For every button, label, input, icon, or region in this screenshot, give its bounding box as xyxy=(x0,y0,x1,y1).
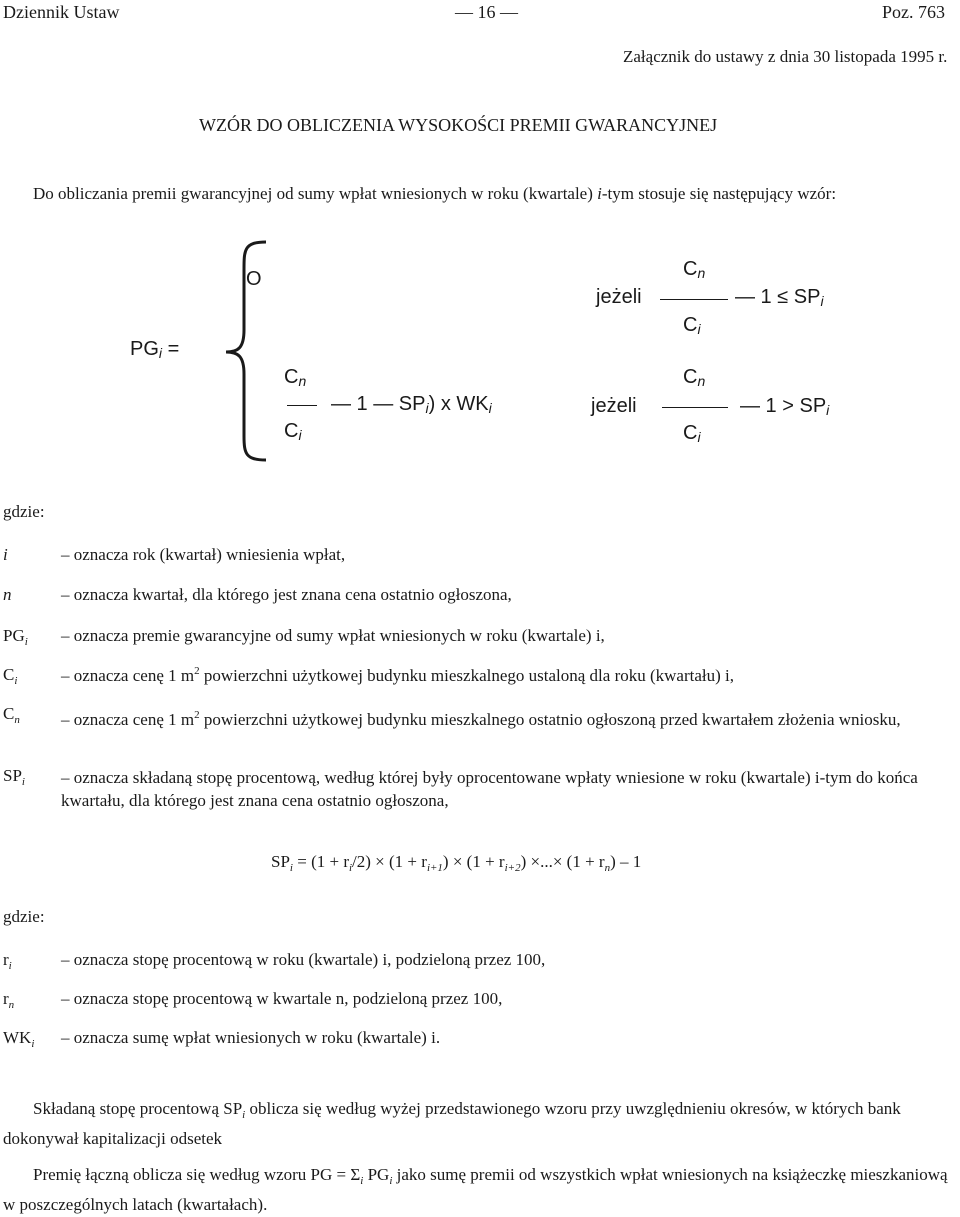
paragraph-compound-rate: Składaną stopę procentową $SP_i$ oblicza się według wyżej przedstawionego wzoru przy uwzględnieniu okresów, w których bank dokonywał kapitalizacji odsetek xyxy=(3,1099,901,1148)
journal-name: Dziennik Ustaw xyxy=(3,2,120,22)
def-symbol: i xyxy=(3,545,8,564)
def-symbol: $PG_i$ xyxy=(3,626,28,648)
def2-symbol: $r_n$ xyxy=(3,989,15,1011)
def2-symbol: $r_i$ xyxy=(3,950,12,972)
page-number: — 16 — xyxy=(455,2,518,22)
paragraph-total-premium: Premię łączną oblicza się według wzoru PG = $\Sigma_i$ $PG_i$ jako sumę premii od wszystkich wpłat wniesionych na książeczkę mieszkaniową w poszczególnych latach (kwartałach). xyxy=(3,1165,948,1214)
zero-value: O xyxy=(246,268,262,290)
lower-branch-expression: — 1 — SPi) x WKi xyxy=(331,393,492,416)
where-label-2: gdzie: xyxy=(3,907,45,926)
position-number: Poz. 763 xyxy=(882,2,945,22)
def-symbol: $C_i$ xyxy=(3,665,18,687)
ci-denominator: Ci xyxy=(284,420,302,443)
cn-numerator: Cn xyxy=(284,366,307,389)
cond2-rhs: — 1 > SPi xyxy=(740,395,830,418)
def-text: – oznacza kwartał, dla którego jest znana cena ostatnio ogłoszona, xyxy=(61,585,512,604)
sp-formula: $SP_i = (1 + r_i/2) \times (1 + r_{i+1}) \times (1 + r_{i+2})$ ×...× $(1 + r_n) - 1$ xyxy=(271,852,642,874)
def-symbol: $SP_i$ xyxy=(3,766,25,788)
def-symbol: $C_n$ xyxy=(3,704,20,726)
def-symbol: n xyxy=(3,585,12,604)
annex-note: Załącznik do ustawy z dnia 30 listopada 1995 r. xyxy=(623,47,948,66)
cond1-word: jeżeli xyxy=(596,286,642,308)
def-text: – oznacza cenę 1 $m^2$ powierzchni użytkowej budynku mieszkalnego ustaloną dla roku (kwartału) i, xyxy=(61,665,734,685)
intro-text: Do obliczania premii gwarancyjnej od sumy wpłat wniesionych w roku (kwartale) i-tym stosuje się następujący wzór: xyxy=(33,184,837,203)
cond1-rhs: — 1 ≤ SPi xyxy=(735,286,824,309)
cond2-cn: Cn xyxy=(683,366,706,389)
def-text: – oznacza premie gwarancyjne od sumy wpłat wniesionych w roku (kwartale) i, xyxy=(61,626,605,645)
def2-text: – oznacza stopę procentową w kwartale n, podzieloną przez 100, xyxy=(61,989,503,1008)
formula-lhs: PGi = xyxy=(130,338,180,361)
where-label: gdzie: xyxy=(3,502,45,521)
cond1-ci: Ci xyxy=(683,314,701,337)
page-title: WZÓR DO OBLICZENIA WYSOKOŚCI PREMII GWARANCYJNEJ xyxy=(199,115,718,135)
def-text: – oznacza składaną stopę procentową, według której były oprocentowane wpłaty wniesione w roku (kwartale) i-tym do końca kwartału, dla którego jest znana cena ostatnio ogłoszona, xyxy=(61,768,918,810)
cond1-cn: Cn xyxy=(683,258,706,281)
def2-text: – oznacza stopę procentową w roku (kwartale) i, podzieloną przez 100, xyxy=(61,950,546,969)
def-text: – oznacza rok (kwartał) wniesienia wpłat, xyxy=(61,545,346,564)
def2-symbol: $WK_i$ xyxy=(3,1028,35,1050)
def2-text: – oznacza sumę wpłat wniesionych w roku (kwartale) i. xyxy=(61,1028,441,1047)
cond2-ci: Ci xyxy=(683,422,701,445)
cond2-word: jeżeli xyxy=(591,395,637,417)
def-text: – oznacza cenę 1 $m^2$ powierzchni użytkowej budynku mieszkalnego ostatnio ogłoszoną przed kwartałem złożenia wniosku, xyxy=(61,709,901,729)
